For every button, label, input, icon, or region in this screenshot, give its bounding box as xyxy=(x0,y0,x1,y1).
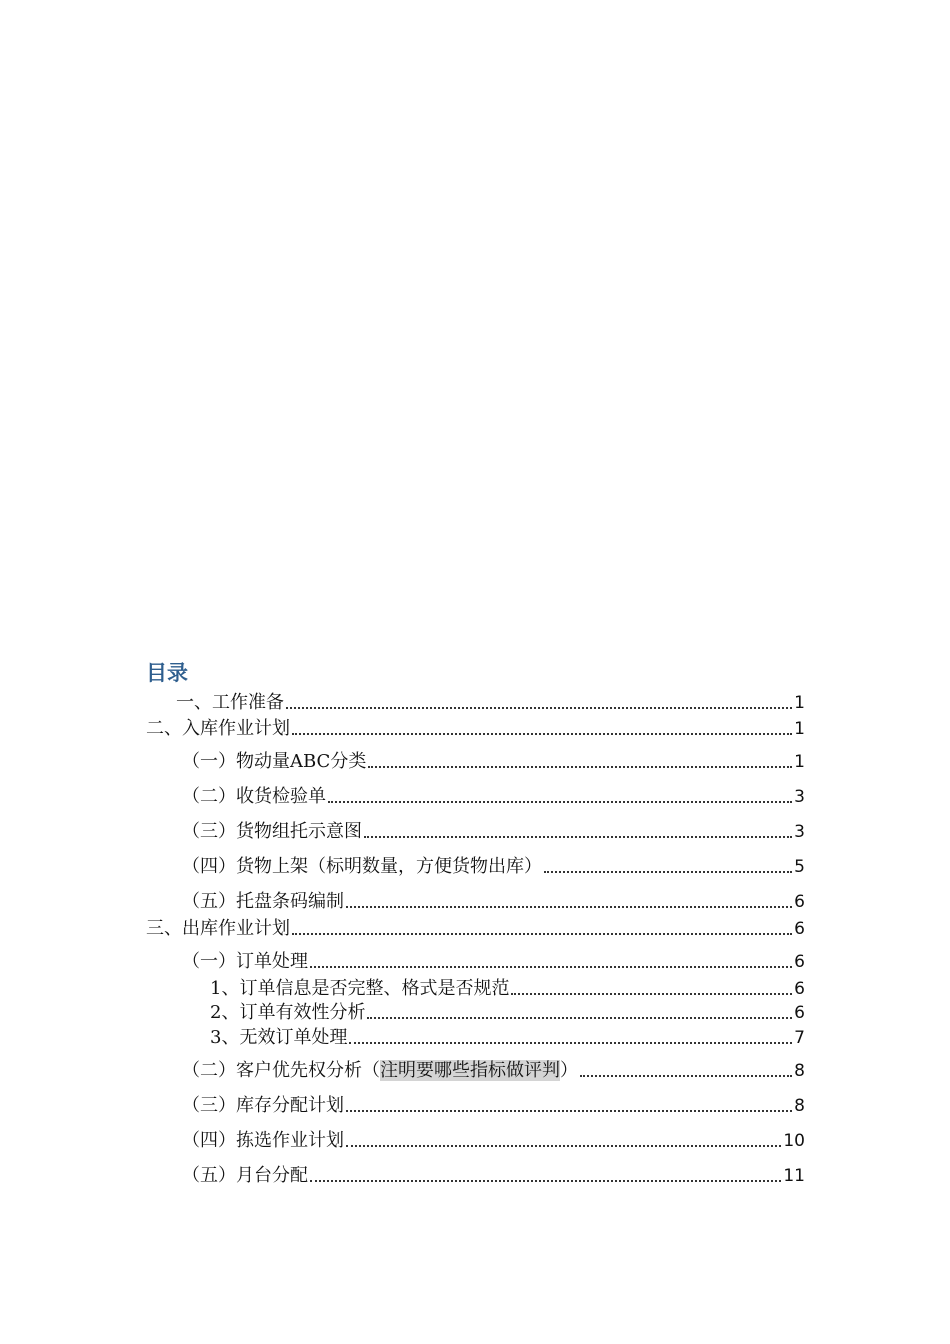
toc-leader xyxy=(346,905,792,908)
toc-entry-text: （一）订单处理 xyxy=(182,951,308,972)
toc-entry[interactable] xyxy=(182,1056,805,1082)
toc-entry[interactable] xyxy=(182,887,805,913)
toc-page-number: 5 xyxy=(794,857,805,877)
toc-title: 目录 xyxy=(146,661,188,685)
toc-entry[interactable] xyxy=(182,817,805,843)
toc-leader xyxy=(328,800,792,803)
toc-entry[interactable] xyxy=(146,714,805,740)
toc-entry-text: （二）收货检验单 xyxy=(182,786,326,807)
toc-entry-text: （五）托盘条码编制 xyxy=(182,891,344,912)
toc-entry[interactable] xyxy=(210,1023,805,1049)
toc-leader xyxy=(364,835,792,838)
toc-leader xyxy=(310,965,792,968)
toc-entry[interactable] xyxy=(182,852,805,878)
toc-leader xyxy=(544,870,792,873)
toc-leader xyxy=(346,1109,792,1112)
toc-page-number: 6 xyxy=(794,1003,805,1023)
toc-entry-text: 三、出库作业计划 xyxy=(146,918,290,939)
toc-entry[interactable] xyxy=(176,688,805,714)
toc-entry[interactable] xyxy=(182,747,805,773)
toc-entry-text-pre: （二）客户优先权分析（ xyxy=(182,1060,380,1081)
toc-entry-text: 二、入库作业计划 xyxy=(146,718,290,739)
toc-page-number: 8 xyxy=(794,1061,805,1081)
toc-page-number: 8 xyxy=(794,1096,805,1116)
toc-leader xyxy=(310,1179,781,1182)
toc-leader xyxy=(368,765,792,768)
toc-entry[interactable] xyxy=(210,998,805,1024)
toc-entry[interactable] xyxy=(182,947,805,973)
toc-entry-text: 2、订单有效性分析 xyxy=(210,1002,366,1023)
toc-leader xyxy=(511,992,792,995)
highlighted-note: 注明要哪些指标做评判 xyxy=(380,1060,560,1081)
toc-page-number: 6 xyxy=(794,919,805,939)
toc-entry[interactable] xyxy=(182,1126,805,1152)
toc-leader xyxy=(349,1041,792,1044)
toc-page-number: 3 xyxy=(794,787,805,807)
toc-page-number: 1 xyxy=(794,719,805,739)
toc-leader xyxy=(292,732,792,735)
toc-entry-text xyxy=(182,1060,578,1082)
toc-entry[interactable] xyxy=(210,974,805,1000)
toc-page-number: 6 xyxy=(794,952,805,972)
toc-entry-text: 1、订单信息是否完整、格式是否规范 xyxy=(210,978,510,999)
toc-page-number: 11 xyxy=(783,1166,805,1186)
toc-entry-text: （五）月台分配 xyxy=(182,1165,308,1186)
toc-leader xyxy=(292,932,792,935)
toc-leader xyxy=(580,1074,792,1077)
toc-page-number: 3 xyxy=(794,822,805,842)
toc-entry-text: （四）拣选作业计划 xyxy=(182,1130,344,1151)
toc-page-number: 6 xyxy=(794,979,805,999)
toc-page-number: 1 xyxy=(794,693,805,713)
toc-entry[interactable] xyxy=(182,1161,805,1187)
toc-page-number: 1 xyxy=(794,752,805,772)
toc-entry[interactable] xyxy=(182,782,805,808)
toc-page-number: 6 xyxy=(794,892,805,912)
toc-leader xyxy=(286,706,792,709)
toc-entry-text: 3、无效订单处理 xyxy=(210,1027,348,1048)
toc-entry-text: （四）货物上架（标明数量，方便货物出库） xyxy=(182,856,542,877)
toc-leader xyxy=(367,1016,792,1019)
toc-leader xyxy=(346,1144,781,1147)
toc-page-number: 10 xyxy=(783,1131,805,1151)
toc-entry-text: 一、工作准备 xyxy=(176,692,284,713)
toc-entry-text-post: ） xyxy=(560,1060,578,1081)
toc-page-number: 7 xyxy=(794,1028,805,1048)
toc-entry-text: （三）库存分配计划 xyxy=(182,1095,344,1116)
toc-entry[interactable] xyxy=(146,914,805,940)
toc-entry[interactable] xyxy=(182,1091,805,1117)
toc-entry-text: （一）物动量ABC分类 xyxy=(182,751,367,772)
toc-entry-text: （三）货物组托示意图 xyxy=(182,821,362,842)
